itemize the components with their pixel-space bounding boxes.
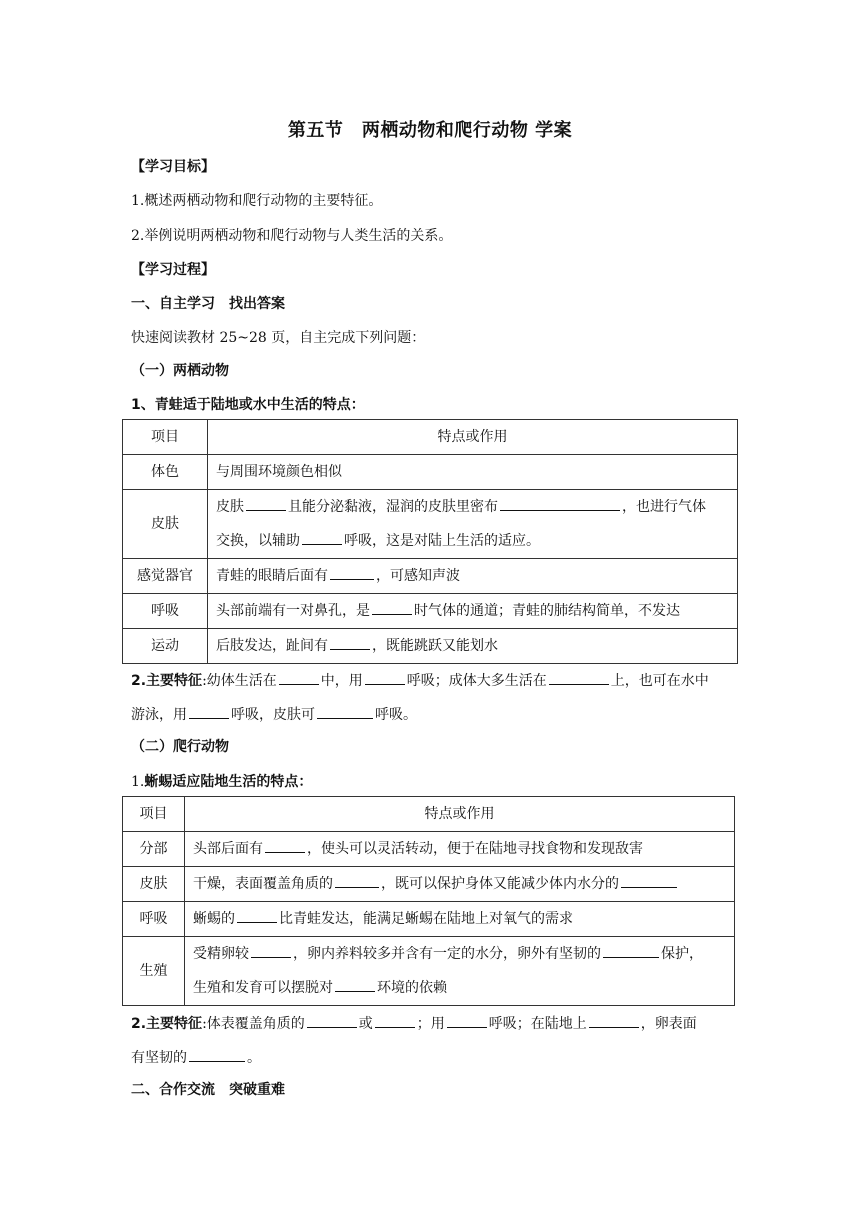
table-row bbox=[123, 559, 738, 594]
row-text: 皮肤 且能分泌黏液，湿润的皮肤里密布 ，也进行气体 交换，以辅助 呼吸，这是对陆上生活的适应。 bbox=[208, 490, 738, 559]
process-heading: 【学习过程】 bbox=[131, 262, 215, 278]
answer-blank[interactable] bbox=[447, 1012, 487, 1028]
answer-blank[interactable] bbox=[189, 703, 229, 719]
table-header-item: 项目 bbox=[123, 420, 208, 455]
page-title: 第五节 两栖动物和爬行动物 学案 bbox=[287, 120, 573, 141]
row-text: 青蛙的眼睛后面有 ，可感知声波 bbox=[208, 559, 738, 594]
section-amphibians-heading: （一）两栖动物 bbox=[131, 363, 229, 379]
table-header-feature: 特点或作用 bbox=[208, 420, 738, 455]
answer-blank[interactable] bbox=[302, 529, 342, 545]
row-key: 皮肤 bbox=[123, 867, 185, 902]
answer-blank[interactable] bbox=[317, 703, 373, 719]
row-text: 头部后面有 ，使头可以灵活转动，便于在陆地寻找食物和发现敌害 bbox=[185, 832, 735, 867]
goal-1: 1.概述两栖动物和爬行动物的主要特征。 bbox=[131, 193, 383, 209]
frog-question: 1、青蛙适于陆地或水中生活的特点： bbox=[131, 397, 365, 413]
answer-blank[interactable] bbox=[549, 669, 609, 685]
answer-blank[interactable] bbox=[335, 872, 379, 888]
answer-blank[interactable] bbox=[603, 942, 659, 958]
table-row bbox=[123, 832, 735, 867]
row-key: 皮肤 bbox=[123, 490, 208, 559]
table-row bbox=[123, 937, 735, 1006]
answer-blank[interactable] bbox=[500, 495, 620, 511]
row-text: 头部前端有一对鼻孔，是 时气体的通道；青蛙的肺结构简单，不发达 bbox=[208, 594, 738, 629]
row-text: 后肢发达，趾间有 ，既能跳跃又能划水 bbox=[208, 629, 738, 664]
table-header-feature: 特点或作用 bbox=[185, 797, 735, 832]
part2-heading: 二、合作交流 突破重难 bbox=[131, 1082, 285, 1098]
row-text: 受精卵较 ，卵内养料较多并含有一定的水分，卵外有坚韧的 保护， 生殖和发育可以摆脱对 环境的依赖 bbox=[185, 937, 735, 1006]
answer-blank[interactable] bbox=[237, 907, 277, 923]
lizard-feature-line-1: 2.主要特征:体表覆盖角质的 或 ；用 呼吸；在陆地上 ，卵表面 bbox=[131, 1012, 697, 1034]
lizard-feature-line-2: 有坚韧的 。 bbox=[131, 1046, 261, 1068]
row-key: 运动 bbox=[123, 629, 208, 664]
row-key: 感觉器官 bbox=[123, 559, 208, 594]
table-row bbox=[123, 902, 735, 937]
table-header-row bbox=[123, 797, 735, 832]
answer-blank[interactable] bbox=[246, 495, 286, 511]
section-reptiles-heading: （二）爬行动物 bbox=[131, 739, 229, 755]
row-text: 干燥，表面覆盖角质的 ，既可以保护身体又能减少体内水分的 bbox=[185, 867, 735, 902]
part1-heading: 一、自主学习 找出答案 bbox=[131, 296, 285, 312]
table-header-row bbox=[123, 420, 738, 455]
answer-blank[interactable] bbox=[279, 669, 319, 685]
answer-blank[interactable] bbox=[265, 837, 305, 853]
answer-blank[interactable] bbox=[621, 872, 677, 888]
goals-heading: 【学习目标】 bbox=[131, 159, 215, 175]
frog-table bbox=[122, 419, 738, 664]
lizard-question: 1.蜥蜴适应陆地生活的特点： bbox=[131, 774, 313, 790]
goal-2: 2.举例说明两栖动物和爬行动物与人类生活的关系。 bbox=[131, 228, 453, 244]
answer-blank[interactable] bbox=[365, 669, 405, 685]
answer-blank[interactable] bbox=[189, 1046, 245, 1062]
row-key: 体色 bbox=[123, 455, 208, 490]
row-text: 蜥蜴的 比青蛙发达，能满足蜥蜴在陆地上对氧气的需求 bbox=[185, 902, 735, 937]
row-key: 呼吸 bbox=[123, 902, 185, 937]
table-row bbox=[123, 594, 738, 629]
answer-blank[interactable] bbox=[330, 564, 374, 580]
table-row bbox=[123, 867, 735, 902]
row-key: 分部 bbox=[123, 832, 185, 867]
answer-blank[interactable] bbox=[375, 1012, 415, 1028]
table-header-item: 项目 bbox=[123, 797, 185, 832]
reading-instruction: 快速阅读教材 25~28 页，自主完成下列问题： bbox=[131, 330, 426, 346]
frog-feature-line-1: 2.主要特征:幼体生活在 中，用 呼吸；成体大多生活在 上，也可在水中 bbox=[131, 669, 709, 691]
row-key: 呼吸 bbox=[123, 594, 208, 629]
frog-feature-line-2: 游泳，用 呼吸，皮肤可 呼吸。 bbox=[131, 703, 417, 725]
answer-blank[interactable] bbox=[335, 976, 375, 992]
lizard-table bbox=[122, 796, 735, 1006]
row-key: 生殖 bbox=[123, 937, 185, 1006]
answer-blank[interactable] bbox=[307, 1012, 357, 1028]
answer-blank[interactable] bbox=[372, 599, 412, 615]
table-row bbox=[123, 629, 738, 664]
answer-blank[interactable] bbox=[330, 634, 370, 650]
table-row bbox=[123, 455, 738, 490]
table-row bbox=[123, 490, 738, 559]
row-text: 与周围环境颜色相似 bbox=[208, 455, 738, 490]
answer-blank[interactable] bbox=[589, 1012, 639, 1028]
answer-blank[interactable] bbox=[251, 942, 291, 958]
